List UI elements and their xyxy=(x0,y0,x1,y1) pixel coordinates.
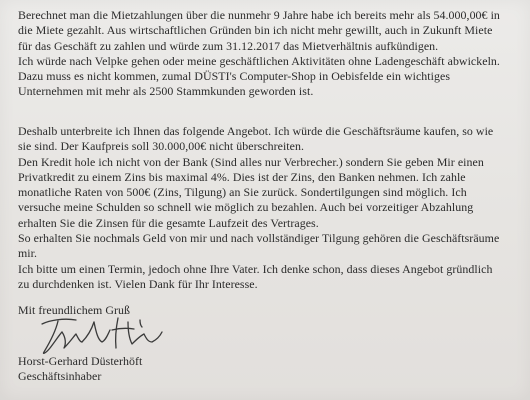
text-line: monatliche Raten von 500€ (Zins, Tilgung) an Sie zurück. Sondertilgungen sind möglich. Ich xyxy=(18,185,467,200)
text-line: Ich bitte um einen Termin, jedoch ohne Ihre Vater. Ich denke schon, dass dieses Angebot gründlich xyxy=(18,261,493,276)
text-line: für das Geschäft zu zahlen und würde zum 31.12.2017 das Mietverhältnis aufkündigen. xyxy=(18,38,439,53)
text-line: erhalten Sie die Zinsen für die gesamte Laufzeit des Vertrages. xyxy=(18,215,319,230)
text-line: So erhalten Sie nochmals Geld von mir und nach vollständiger Tilgung gehören die Geschäftsräume xyxy=(18,231,500,246)
text-line: Dazu muss es nicht kommen, zumal DÜSTI's Computer-Shop in Oebisfelde ein wichtiges xyxy=(18,69,451,84)
handwritten-signature xyxy=(36,312,166,358)
text-line: Ich würde nach Velpke gehen oder meine geschäftlichen Aktivitäten ohne Ladengeschäft abwickeln. xyxy=(18,53,500,68)
text-line: Den Kredit hole ich nicht von der Bank (Sind alles nur Verbrecher.) sondern Sie geben Mir einen xyxy=(18,154,484,169)
text-line: zu durchdenken ist. Vielen Dank für Ihr Interesse. xyxy=(18,276,258,291)
paragraph-rent-history xyxy=(18,8,526,100)
sender-title: Geschäftsinhaber xyxy=(18,369,102,383)
text-line: Berechnet man die Mietzahlungen über die nunmehr 9 Jahre habe ich bereits mehr als 54.000,00€ in xyxy=(18,8,500,22)
text-line: mir. xyxy=(18,246,38,261)
text-line: Privatkredit zu einem Zins bis maximal 4%. Dies ist der Zins, den Banken nehmen. Ich zahle xyxy=(18,169,466,184)
closing-greeting: Mit freundlichem Gruß xyxy=(18,303,131,317)
text-line: Unternehmen mit mehr als 2500 Stammkunden geworden ist. xyxy=(18,84,314,99)
text-line: sie sind. Der Kaufpreis soll 30.000,00€ nicht überschreiten. xyxy=(18,139,304,154)
text-line: versuche meine Schulden so schnell wie möglich zu bezahlen. Auch bei vorzeitiger Abzahlung xyxy=(18,200,474,215)
text-line: die Miete gezahlt. Aus wirtschaftlichen Gründen bin ich nicht mehr gewillt, auch in Zukunft Miete xyxy=(18,23,493,38)
text-line: Deshalb unterbreite ich Ihnen das folgende Angebot. Ich würde die Geschäftsräume kaufen, so wie xyxy=(18,124,494,138)
sender-name: Horst-Gerhard Düsterhöft xyxy=(18,354,143,368)
paragraph-offer xyxy=(18,124,526,292)
